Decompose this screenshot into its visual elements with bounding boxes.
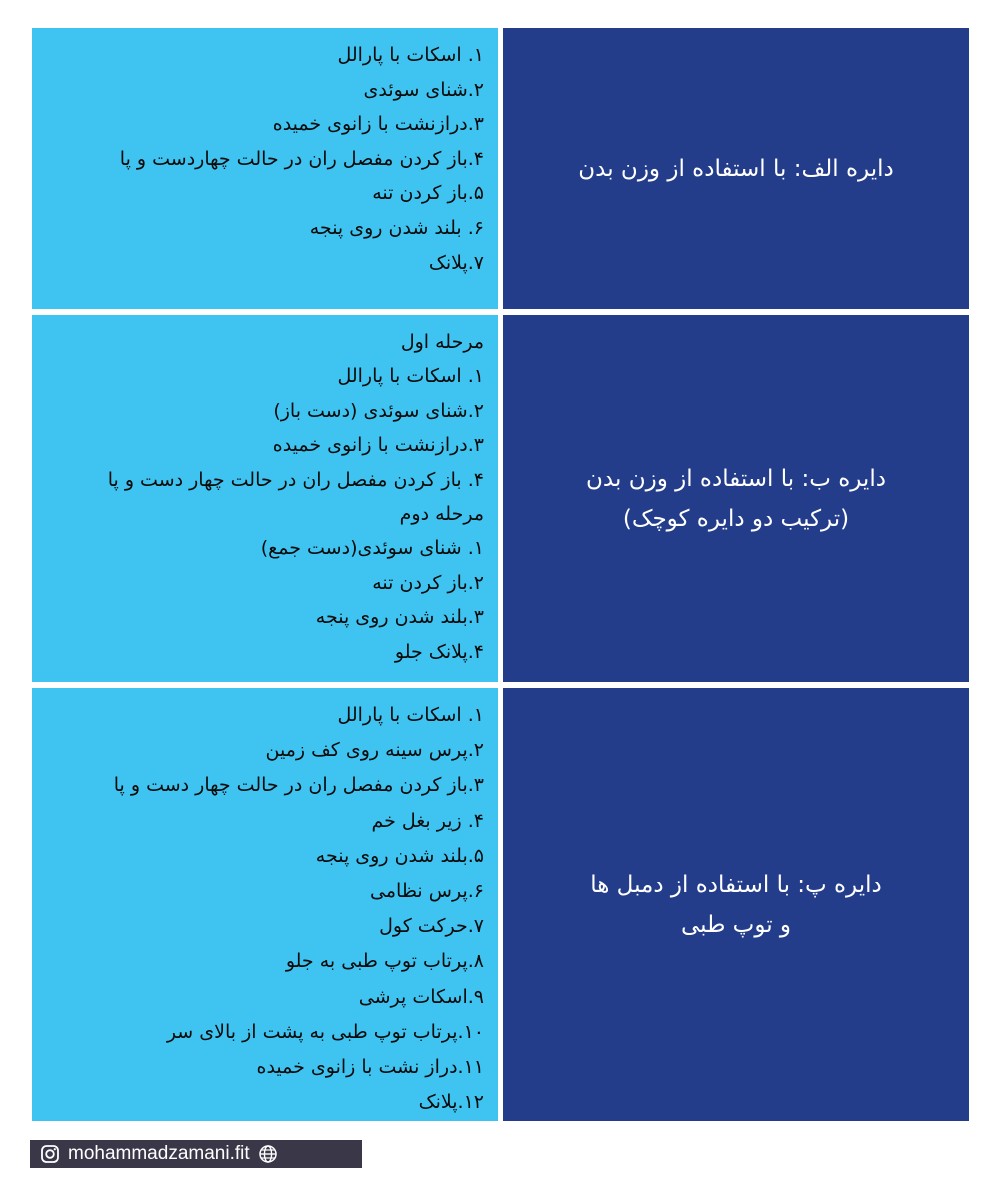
circle-title-text: دایره الف: با استفاده از وزن بدن [578,155,894,182]
circle-title-c [503,688,969,1121]
circle-row-a [32,28,969,309]
list-item: ۱. اسکات با پارالل [337,704,484,726]
circle-title-line1: دایره پ: با استفاده از دمبل ها [590,871,882,898]
list-item: ۶.پرس نظامی [370,879,484,902]
circle-title-b [503,315,969,682]
circle-row-c [32,688,969,1121]
list-item: ۱. اسکات با پارالل [337,365,484,388]
stage-heading: مرحله اول [400,331,484,353]
instagram-icon [40,1144,60,1164]
circle-title-line2: و توپ طبی [680,911,792,938]
list-item: ۴. باز کردن مفصل ران در حالت چهار دست و پا [107,468,484,491]
circle-title-line1: دایره ب: با استفاده از وزن بدن [586,465,886,492]
list-item: ۴.باز کردن مفصل ران در حالت چهاردست و پا [119,147,484,170]
list-item: ۱۲.پلانک [418,1091,484,1114]
list-item: ۶. بلند شدن روی پنجه [309,216,484,239]
list-item: ۳.بلند شدن روی پنجه [315,606,484,629]
list-item: ۳.درازنشت با زانوی خمیده [272,113,484,136]
list-item: ۵.بلند شدن روی پنجه [315,844,484,867]
workout-circles-table [32,28,969,1121]
list-item: ۱. شنای سوئدی(دست جمع) [260,537,484,560]
exercise-list-c [32,688,498,1121]
list-item: ۲.باز کردن تنه [372,571,484,594]
social-footer[interactable] [30,1140,362,1168]
list-item: ۲.شنای سوئدی (دست باز) [273,399,484,422]
list-item: ۵.باز کردن تنه [372,182,484,205]
exercise-list-b [32,315,498,682]
circle-title-line2: (ترکیب دو دایره کوچک) [622,505,850,532]
list-item: ۱۱.دراز نشت با زانوی خمیده [256,1055,484,1078]
list-item: ۲.شنای سوئدی [363,78,484,101]
list-item: ۹.اسکات پرشی [358,985,484,1008]
list-item: ۷.پلانک [428,251,484,274]
list-item: ۱۰.پرتاب توپ طبی به پشت از بالای سر [166,1020,484,1043]
circle-title-a [503,28,969,309]
list-item: ۴.پلانک جلو [394,640,484,663]
list-item: ۱. اسکات با پارالل [337,44,484,66]
list-item: ۳.درازنشت با زانوی خمیده [272,434,484,457]
globe-icon [258,1144,278,1164]
list-item: ۴. زیر بغل خم [371,809,484,832]
exercise-list-a [32,28,498,309]
list-item: ۸.پرتاب توپ طبی به جلو [285,950,484,973]
list-item: ۷.حرکت کول [379,915,484,938]
list-item: ۲.پرس سینه روی کف زمین [265,739,484,762]
stage-heading: مرحله دوم [399,502,484,525]
social-handle[interactable]: mohammadzamani.fit [68,1143,250,1164]
circle-row-b [32,315,969,682]
list-item: ۳.باز کردن مفصل ران در حالت چهار دست و پا [113,774,484,797]
